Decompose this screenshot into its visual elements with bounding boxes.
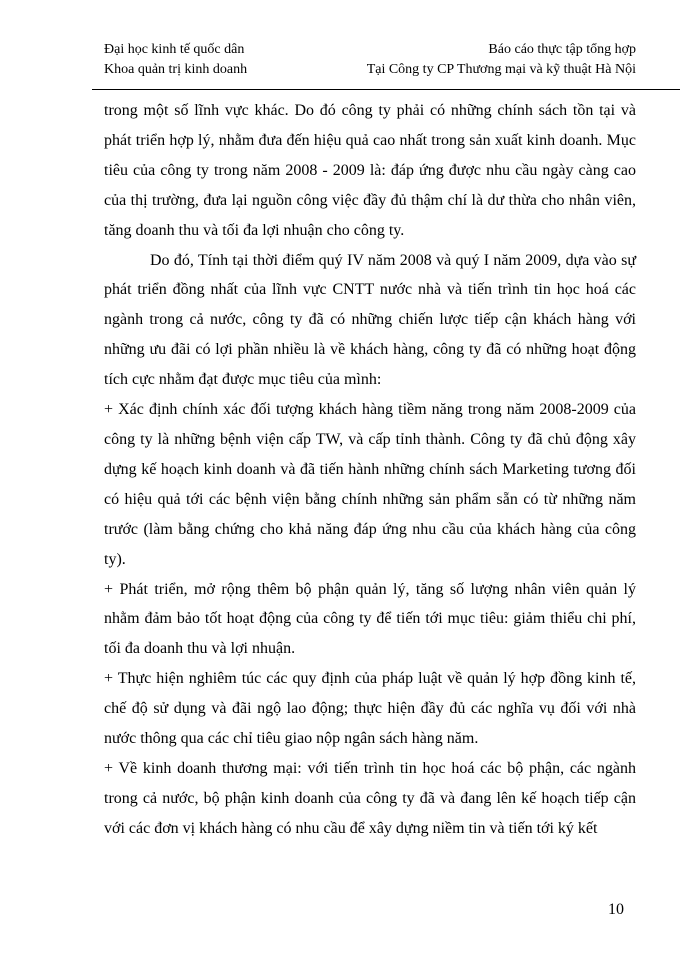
header-right (367, 40, 636, 80)
header-left (104, 40, 247, 80)
list-item-management-expansion: + Phát triển, mở rộng thêm bộ phận quản lý, tăng số lượng nhân viên quản lý nhằm đảm bảo tốt hoạt động của công ty để tiến tới mục tiêu: giảm thiểu chi phí, tối đa doanh thu và lợi nhuận. (104, 580, 636, 658)
paragraph-goals: trong một số lĩnh vực khác. Do đó công ty phải có những chính sách tồn tại và phát triển hợp lý, nhằm đưa đến hiệu quả cao nhất trong sản xuất kinh doanh. Mục tiêu của công ty trong năm 2008 - 2009 là: đáp ứng được nhu cầu ngày càng cao của thị trường, đưa lại nguồn công việc đầy đủ thậm chí là dư thừa cho nhân viên, tăng doanh thu và tối đa lợi nhuận cho công ty. (104, 102, 636, 239)
faculty-name: Khoa quản trị kinh doanh (104, 62, 248, 77)
report-title: Báo cáo thực tập tổng hợp (488, 42, 636, 57)
header-divider (92, 89, 680, 90)
list-item-target-customers: + Xác định chính xác đối tượng khách hàng tiềm năng trong năm 2008-2009 của công ty là những bệnh viện cấp TW, và cấp tỉnh thành. Công ty đã chủ động xây dựng kế hoạch kinh doanh và đã tiến hành những chính sách Marketing tương đối có hiệu quả tới các bệnh viện bằng chính những sản phẩm sẵn có từ những năm trước (làm bằng chứng cho khả năng đáp ứng nhu cầu của khách hàng của công ty). (104, 401, 636, 568)
university-name: Đại học kinh tế quốc dân (104, 42, 245, 57)
list-item-commercial-business: + Về kinh doanh thương mại: với tiến trình tin học hoá các bộ phận, các ngành trong cả nước, bộ phận kinh doanh của công ty đã và đang lên kế hoạch tiếp cận với các đơn vị khách hàng có nhu cầu để xây dựng niềm tin và tiến tới ký kết (104, 759, 636, 837)
paragraph-strategy: Do đó, Tính tại thời điểm quý IV năm 2008 và quý I năm 2009, dựa vào sự phát triển đồng nhất của lĩnh vực CNTT nước nhà và tiến trình tin học hoá các ngành trong cả nước, công ty đã có những chiến lược tiếp cận khách hàng với những ưu đãi có lợi phần nhiều là về khách hàng, công ty đã có những hoạt động tích cực nhằm đạt được mục tiêu của mình: (104, 251, 636, 389)
document-body (104, 96, 636, 844)
page-header (104, 40, 636, 90)
list-item-legal-compliance: + Thực hiện nghiêm túc các quy định của pháp luật về quản lý hợp đồng kinh tế, chế độ sử dụng và đãi ngộ lao động; thực hiện đầy đủ các nghĩa vụ đối với nhà nước thông qua các chỉ tiêu giao nộp ngân sách hàng năm. (104, 670, 636, 748)
page-number: 10 (608, 901, 624, 918)
company-name: Tại Công ty CP Thương mại và kỹ thuật Hà Nội (366, 62, 636, 77)
